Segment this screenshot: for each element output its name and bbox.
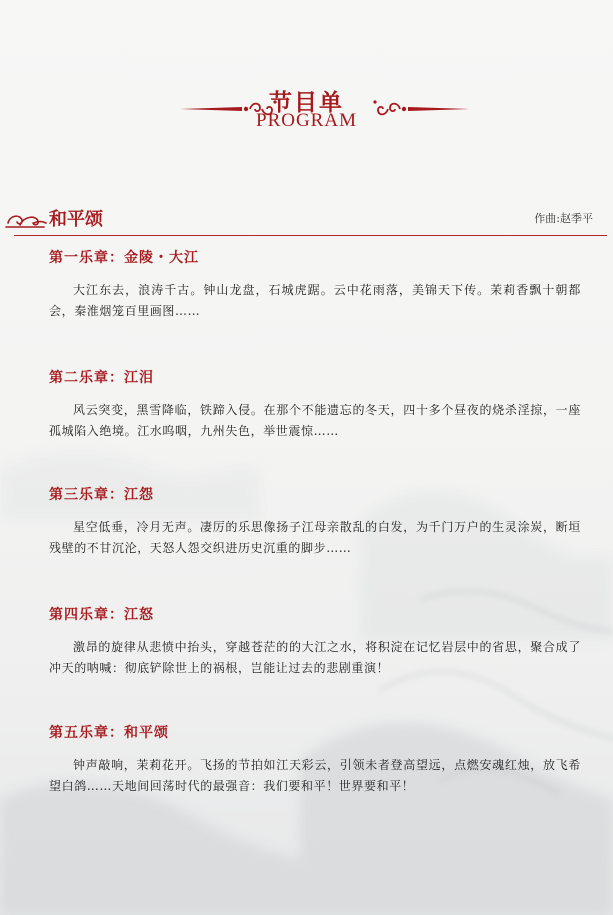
section-divider	[14, 235, 607, 236]
movement-description: 大江东去，浪涛千古。钟山龙盘，石城虎踞。云中花雨落，美锦天下传。茉莉香飘十朝都会，秦淮烟笼百里画图……	[49, 283, 581, 318]
composer-credit: 作曲:赵季平	[534, 212, 593, 225]
movement-description: 激昂的旋律从悲愤中抬头，穿越苍茫的的大江之水，将积淀在记忆岩层中的省思，聚合成了冲天的呐喊：彻底铲除世上的祸根，岂能让过去的悲剧重演！	[49, 640, 581, 675]
program-title-en: PROGRAM	[256, 110, 357, 131]
cloud-swirl-icon	[4, 206, 48, 230]
movement-title: 第二乐章：江泪	[49, 370, 154, 386]
movement-description: 星空低垂，冷月无声。凄厉的乐思像扬子江母亲散乱的白发，为千门万户的生灵涂炭，断垣残壁的不甘沉沦，天怒人怨交织进历史沉重的脚步……	[49, 520, 581, 555]
movement-title: 第四乐章：江怒	[49, 607, 154, 623]
piece-header	[0, 200, 613, 240]
movement-5	[49, 725, 581, 797]
movement-description: 风云突变，黑雪降临，铁蹄入侵。在那个不能遗忘的冬天，四十多个昼夜的烧杀淫掠，一座孤城陷入绝境。江水呜咽，九州失色，举世震惊……	[49, 403, 581, 438]
program-title-cn: 节目单	[269, 89, 344, 116]
movement-title: 第五乐章：和平颂	[49, 725, 169, 741]
movement-4	[49, 607, 581, 679]
movement-title: 第一乐章：金陵・大江	[49, 250, 199, 266]
movement-1	[49, 250, 581, 322]
piece-title: 和平颂	[49, 209, 103, 230]
movement-2	[49, 370, 581, 442]
movement-3	[49, 487, 581, 559]
program-header	[0, 84, 613, 134]
movement-title: 第三乐章：江怨	[49, 487, 154, 503]
movement-description: 钟声敲响，茉莉花开。飞扬的节拍如江天彩云，引领未者登高望远，点燃安魂红烛，放飞希望白鸽……天地间回荡时代的最强音：我们要和平！世界要和平！	[49, 758, 581, 793]
